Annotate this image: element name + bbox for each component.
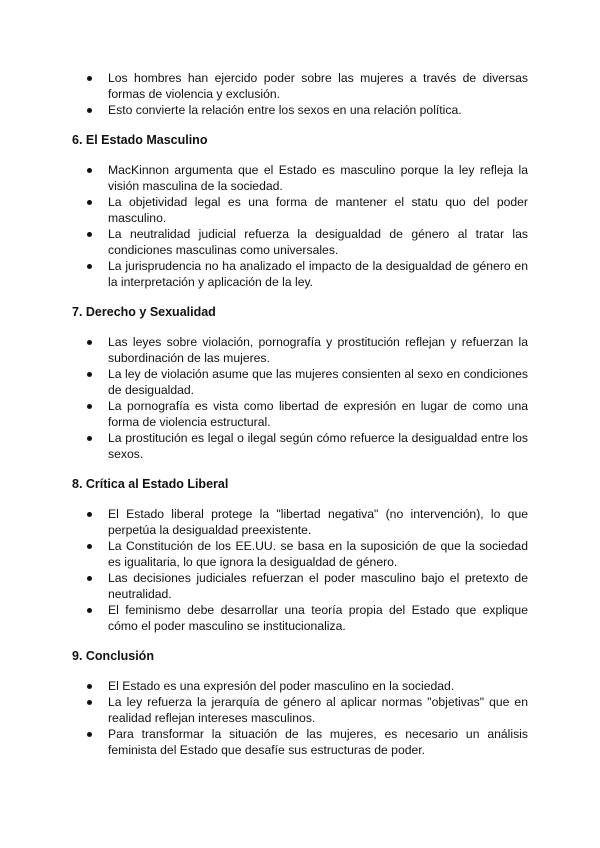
bullet-icon [87, 168, 92, 173]
bullet-icon [87, 232, 92, 237]
section-estado-masculino [72, 132, 528, 290]
section-heading: 9. Conclusión [72, 649, 154, 663]
list-item: La Constitución de los EE.UU. se basa en la suposición de que la sociedad es igualitaria, lo que ignora la desigualdad de género. [72, 538, 528, 570]
list-item: Esto convierte la relación entre los sexos en una relación política. [72, 102, 528, 118]
bullet-icon [87, 340, 92, 345]
bullet-icon [87, 372, 92, 377]
document-content [72, 70, 528, 758]
list-item: La jurisprudencia no ha analizado el impacto de la desigualdad de género en la interpretación y aplicación de la ley. [72, 258, 528, 290]
section-heading: 8. Crítica al Estado Liberal [72, 477, 229, 491]
list-item: La pornografía es vista como libertad de expresión en lugar de como una forma de violencia estructural. [72, 398, 528, 430]
bullet-icon [87, 108, 92, 113]
bullet-list [72, 162, 528, 290]
section-critica-estado-liberal [72, 476, 528, 634]
bullet-icon [87, 684, 92, 689]
list-item: Las decisiones judiciales refuerzan el poder masculino bajo el pretexto de neutralidad. [72, 570, 528, 602]
bullet-icon [87, 76, 92, 81]
bullet-icon [87, 404, 92, 409]
list-item: La objetividad legal es una forma de mantener el statu quo del poder masculino. [72, 194, 528, 226]
list-item: MacKinnon argumenta que el Estado es masculino porque la ley refleja la visión masculina de la sociedad. [72, 162, 528, 194]
bullet-icon [87, 576, 92, 581]
list-item: La neutralidad judicial refuerza la desigualdad de género al tratar las condiciones masculinas como universales. [72, 226, 528, 258]
list-item: El feminismo debe desarrollar una teoría propia del Estado que explique cómo el poder masculino se institucionaliza. [72, 602, 528, 634]
bullet-list [72, 678, 528, 758]
bullet-icon [87, 544, 92, 549]
section-intro-continued [72, 70, 528, 118]
list-item: Para transformar la situación de las mujeres, es necesario un análisis feminista del Estado que desafíe sus estructuras de poder. [72, 726, 528, 758]
section-derecho-sexualidad [72, 304, 528, 462]
bullet-icon [87, 436, 92, 441]
bullet-icon [87, 264, 92, 269]
bullet-icon [87, 700, 92, 705]
bullet-list [72, 506, 528, 634]
list-item: Los hombres han ejercido poder sobre las mujeres a través de diversas formas de violencia y exclusión. [72, 70, 528, 102]
list-item: El Estado es una expresión del poder masculino en la sociedad. [72, 678, 528, 694]
list-item: La prostitución es legal o ilegal según cómo refuerce la desigualdad entre los sexos. [72, 430, 528, 462]
list-item: Las leyes sobre violación, pornografía y prostitución reflejan y refuerzan la subordinación de las mujeres. [72, 334, 528, 366]
section-heading: 7. Derecho y Sexualidad [72, 305, 216, 319]
bullet-icon [87, 732, 92, 737]
section-heading: 6. El Estado Masculino [72, 133, 208, 147]
bullet-icon [87, 200, 92, 205]
list-item: El Estado liberal protege la "libertad negativa" (no intervención), lo que perpetúa la desigualdad preexistente. [72, 506, 528, 538]
list-item: La ley de violación asume que las mujeres consienten al sexo en condiciones de desigualdad. [72, 366, 528, 398]
bullet-icon [87, 512, 92, 517]
list-item: La ley refuerza la jerarquía de género al aplicar normas "objetivas" que en realidad reflejan intereses masculinos. [72, 694, 528, 726]
bullet-list [72, 334, 528, 462]
bullet-icon [87, 608, 92, 613]
section-conclusion [72, 648, 528, 758]
bullet-list [72, 70, 528, 118]
